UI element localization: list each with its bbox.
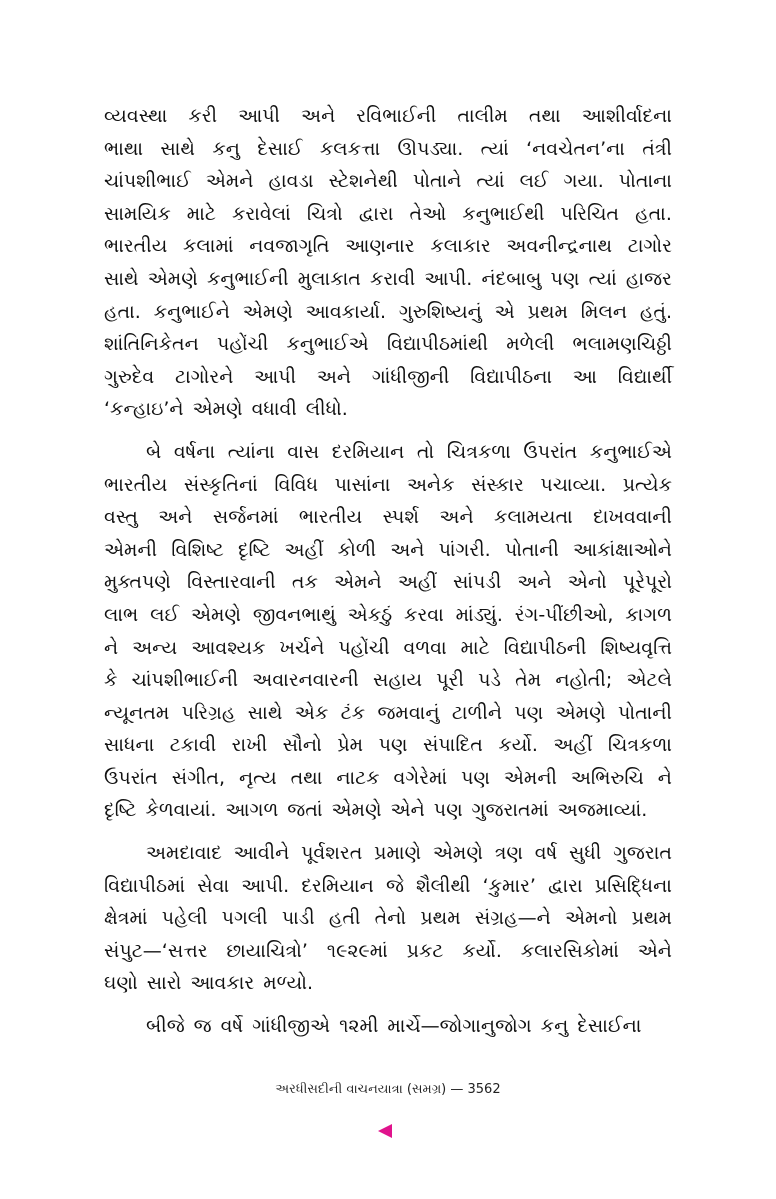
text-line: ક્ષેત્રમાં પહેલી પગલી પાડી હતી તેનો પ્રથમ સંગ્રહ—ને એમનો પ્રથમ [104,907,672,930]
text-line: શાંતિનિકેતન પહોંચી કનુભાઈએ વિદ્યાપીઠમાંથી મળેલી ભલામણચિઠ્ઠી [104,333,672,356]
paragraph [104,436,672,827]
page-body [104,100,672,1043]
paragraph [104,1010,672,1043]
text-line: દૃષ્ટિ કેળવાયાં. આગળ જતાં એમણે એને પણ ગુજરાતમાં અજમાવ્યાં. [104,799,648,822]
text-line: ન્યૂનતમ પરિગ્રહ સાથે એક ટંક જમવાનું ટાળીને પણ એમણે પોતાની [104,701,672,724]
paragraph-gap [104,827,672,837]
text-line: કે ચાંપશીભાઈની અવારનવારની સહાય પૂરી પડે તેમ નહોતી; એટલે [104,669,672,692]
paragraph [104,100,672,426]
text-line: ઉપરાંત સંગીત, નૃત્ય તથા નાટક વગેરેમાં પણ એમની અભિરુચિ ને [104,766,672,789]
text-line: લાભ લઈ એમણે જીવનભાથું એકઠું કરવા માંડ્યું. રંગ-પીંછીઓ, કાગળ [104,603,672,626]
page-footer: અરધીસદીની વાચનયાત્રા (સમગ્ર) — 3562 [275,1082,501,1097]
text-line: ‘કન્હાઇ’ને એમણે વધાવી લીધો. [104,398,348,421]
paragraph-gap [104,426,672,436]
text-line: બે વર્ષના ત્યાંના વાસ દરમિયાન તો ચિત્રકળા ઉપરાંત કનુભાઈએ [146,440,672,463]
text-line: ઘણો સારો આવકાર મળ્યો. [104,972,313,995]
text-line: સામયિક માટે કરાવેલાં ચિત્રો દ્વારા તેઓ કનુભાઈથી પરિચિત હતા. [104,202,672,225]
text-line: સાધના ટકાવી રાખી સૌનો પ્રેમ પણ સંપાદિત કર્યો. અહીં ચિત્રકળા [104,734,672,757]
text-line: બીજે જ વર્ષે ગાંધીજીએ ૧૨મી માર્ચે—જોગાનુજોગ કનુ દેસાઈના [146,1015,642,1038]
text-line: ને અન્ય આવશ્યક ખર્ચને પહોંચી વળવા માટે વિદ્યાપીઠની શિષ્યવૃત્તિ [104,636,672,659]
text-line: સંપુટ—‘સત્તર છાયાચિત્રો’ ૧૯૨૯માં પ્રકટ કર્યો. કલારસિકોમાં એને [104,939,672,962]
text-line: વસ્તુ અને સર્જનમાં ભારતીય સ્પર્શ અને કલામયતા દાખવવાની [104,506,672,529]
text-line: ભારતીય સંસ્કૃતિનાં વિવિધ પાસાંના અનેક સંસ્કાર પચાવ્યા. પ્રત્યેક [104,473,672,496]
text-line: સાથે એમણે કનુભાઈની મુલાકાત કરાવી આપી. નંદબાબુ પણ ત્યાં હાજર [104,267,672,290]
text-line: ચાંપશીભાઈ એમને હાવડા સ્ટેશનેથી પોતાને ત્યાં લઈ ગયા. પોતાના [104,170,672,193]
text-line: વ્યવસ્થા કરી આપી અને રવિભાઈની તાલીમ તથા આશીર્વાદના [104,105,672,127]
text-line: હતા. કનુભાઈને એમણે આવકાર્યા. ગુરુશિષ્યનું એ પ્રથમ મિલન હતું. [104,300,672,323]
paragraph [104,837,672,1000]
text-line: અમદાવાદ આવીને પૂર્વશરત પ્રમાણે એમણે ત્રણ વર્ષ સુધી ગુજરાત [146,842,672,865]
text-line: વિદ્યાપીઠમાં સેવા આપી. દરમિયાન જે શૈલીથી ‘કુમાર’ દ્વારા પ્રસિદ્ધિના [104,874,672,897]
text-line: મુક્તપણે વિસ્તારવાની તક એમને અહીં સાંપડી અને એનો પૂરેપૂરો [104,571,672,594]
text-line: એમની વિશિષ્ટ દૃષ્ટિ અહીં કોળી અને પાંગરી. પોતાની આકાંક્ષાઓને [104,538,672,561]
previous-page-icon[interactable] [378,1124,392,1138]
text-line: ભારતીય કલામાં નવજાગૃતિ આણનાર કલાકાર અવનીન્દ્રનાથ ટાગોર [104,235,672,258]
paragraph-gap [104,1000,672,1010]
text-line: ગુરુદેવ ટાગોરને આપી અને ગાંધીજીની વિદ્યાપીઠના આ વિદ્યાર્થી [104,365,672,388]
text-line: ભાથા સાથે કનુ દેસાઈ કલકત્તા ઊપડ્યા. ત્યાં ‘નવચેતન’ના તંત્રી [104,137,672,160]
